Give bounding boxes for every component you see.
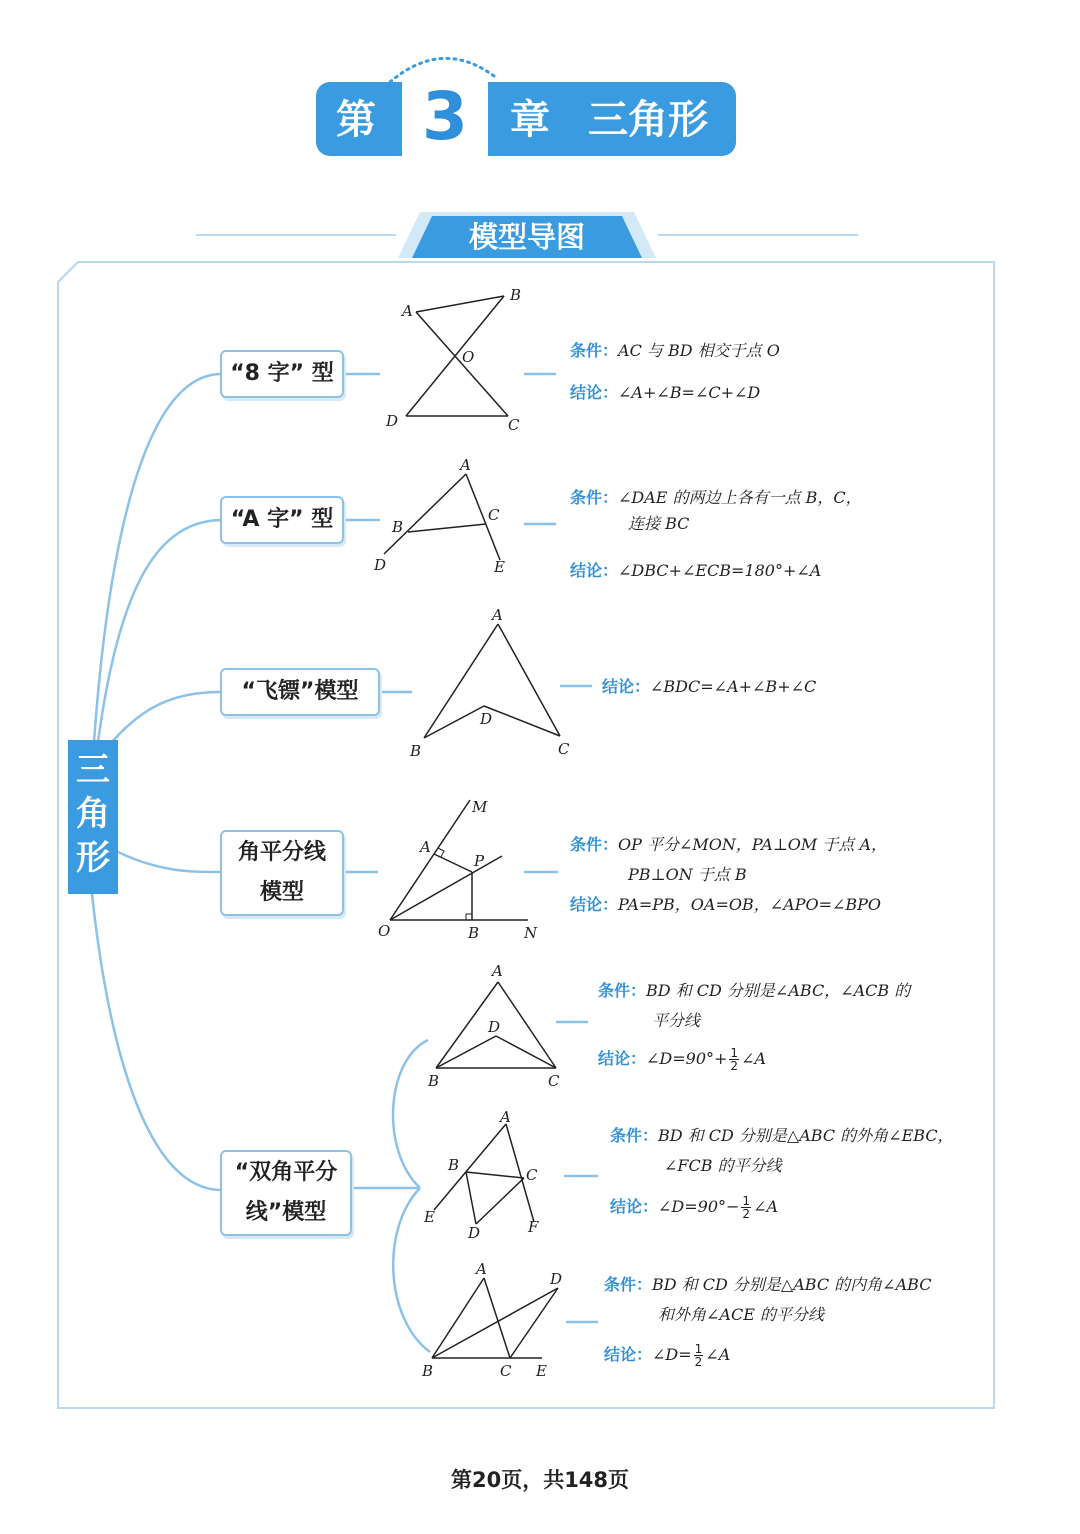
fraction-denominator: 2 <box>730 1059 739 1073</box>
point-label: B <box>422 1362 434 1380</box>
condition-text: BD 和 CD 分别是∠ABC，∠ACB 的 <box>646 981 911 1000</box>
node-figure-8-model <box>220 350 344 398</box>
conclusion-text: PA=PB，OA=OB，∠APO=∠BPO <box>618 895 882 914</box>
point-label: P <box>474 852 485 870</box>
point-label: D <box>550 1270 563 1288</box>
condition-text: BD 和 CD 分别是△ABC 的外角∠EBC， <box>658 1126 954 1145</box>
root-node-triangle <box>68 740 118 894</box>
conclusion-key: 结论： <box>610 1197 659 1216</box>
angle-bisector-diagram <box>372 796 552 944</box>
conclusion-letter-a <box>570 563 821 579</box>
point-label: A <box>460 456 471 474</box>
fraction-one-half <box>694 1343 704 1368</box>
fraction-one-half <box>741 1195 751 1220</box>
conclusion-text-prefix: ∠D= <box>652 1345 692 1364</box>
condition-key: 条件： <box>570 835 619 854</box>
point-label: B <box>448 1156 460 1174</box>
condition-key: 条件： <box>604 1275 653 1294</box>
point-label: C <box>508 416 520 434</box>
conclusion-dart <box>602 679 816 695</box>
point-label: C <box>500 1362 512 1380</box>
conclusion-double-bisector-1 <box>598 1046 766 1072</box>
point-label: E <box>424 1208 435 1226</box>
condition-double-bisector-2 <box>610 1128 954 1144</box>
condition-double-bisector-2-line-2: ∠FCB 的平分线 <box>664 1156 782 1175</box>
node-angle-bisector-model <box>220 830 344 916</box>
condition-angle-bisector-line-2: PB⊥ON 于点 B <box>628 865 747 884</box>
conclusion-double-bisector-2 <box>610 1194 778 1220</box>
point-label: F <box>528 1218 539 1236</box>
conclusion-text: ∠BDC=∠A+∠B+∠C <box>650 677 817 696</box>
double-bisector-diagram-2 <box>420 1106 560 1242</box>
root-char-1: 三 <box>76 750 110 790</box>
conclusion-figure-8 <box>570 385 760 401</box>
node-label: “飞镖”模型 <box>241 679 359 705</box>
condition-text: AC 与 BD 相交于点 O <box>618 341 780 360</box>
condition-text: BD 和 CD 分别是△ABC 的内角∠ABC <box>652 1275 932 1294</box>
root-char-3: 形 <box>76 838 110 878</box>
point-label: D <box>468 1224 481 1242</box>
letter-a-diagram <box>370 456 520 580</box>
fraction-denominator: 2 <box>694 1355 703 1369</box>
condition-key: 条件： <box>570 341 619 360</box>
conclusion-text-suffix: ∠A <box>741 1049 767 1068</box>
conclusion-key: 结论： <box>604 1345 653 1364</box>
chapter-number: 3 <box>422 78 468 155</box>
point-label: C <box>558 740 570 758</box>
condition-key: 条件： <box>570 488 619 507</box>
double-bisector-diagram-1 <box>422 960 572 1090</box>
point-label: E <box>536 1362 547 1380</box>
conclusion-key: 结论： <box>598 1049 647 1068</box>
conclusion-text: ∠DBC+∠ECB=180°+∠A <box>618 561 822 580</box>
point-label: D <box>374 556 387 574</box>
point-label: O <box>378 922 391 940</box>
point-label: B <box>410 742 422 760</box>
chapter-title: 三角形 <box>588 97 708 143</box>
conclusion-text-prefix: ∠D=90°+ <box>646 1049 728 1068</box>
point-label: E <box>494 558 505 576</box>
dart-diagram <box>402 602 582 762</box>
point-label: A <box>402 302 413 320</box>
point-label: A <box>492 606 503 624</box>
conclusion-key: 结论： <box>570 383 619 402</box>
fraction-numerator: 1 <box>694 1342 703 1356</box>
section-title: 模型导图 <box>468 220 585 254</box>
condition-double-bisector-3-line-2: 和外角∠ACE 的平分线 <box>658 1305 824 1324</box>
node-label-line-1: “双角平分 <box>234 1160 338 1186</box>
node-label: “8 字” 型 <box>230 361 334 387</box>
condition-double-bisector-1 <box>598 983 910 999</box>
point-label: N <box>524 924 538 942</box>
fraction-one-half <box>729 1047 739 1072</box>
condition-angle-bisector <box>570 837 887 853</box>
conclusion-text-prefix: ∠D=90°− <box>658 1197 740 1216</box>
chapter-suffix: 章 <box>510 97 550 143</box>
point-label: D <box>488 1018 501 1036</box>
point-label: B <box>510 286 522 304</box>
condition-key: 条件： <box>598 981 647 1000</box>
condition-double-bisector-1-line-2: 平分线 <box>652 1011 701 1030</box>
node-label-line-1: 角平分线 <box>237 840 326 866</box>
conclusion-key: 结论： <box>602 677 651 696</box>
condition-text: ∠DAE 的两边上各有一点 B，C， <box>618 488 862 507</box>
point-label: M <box>472 798 488 816</box>
conclusion-text: ∠A+∠B=∠C+∠D <box>618 383 761 402</box>
point-label: B <box>392 518 404 536</box>
point-label: C <box>548 1072 560 1090</box>
node-label-line-2: 模型 <box>259 880 304 905</box>
conclusion-angle-bisector <box>570 897 881 913</box>
point-label: O <box>462 348 475 366</box>
point-label: B <box>428 1072 440 1090</box>
fraction-numerator: 1 <box>742 1194 751 1208</box>
condition-letter-a <box>570 490 862 506</box>
fraction-numerator: 1 <box>730 1046 739 1060</box>
condition-key: 条件： <box>610 1126 659 1145</box>
chapter-prefix: 第 <box>336 97 376 143</box>
point-label: D <box>480 710 493 728</box>
condition-text: OP 平分∠MON，PA⊥OM 于点 A， <box>618 835 888 854</box>
node-letter-a-model <box>220 496 344 544</box>
point-label: B <box>468 924 480 942</box>
root-char-2: 角 <box>76 794 110 834</box>
point-label: D <box>386 412 399 430</box>
condition-letter-a-line-2: 连接 BC <box>628 514 690 533</box>
node-double-bisector-model <box>220 1150 352 1236</box>
conclusion-key: 结论： <box>570 895 619 914</box>
node-label-line-2: 线”模型 <box>245 1200 327 1225</box>
figure-8-diagram <box>376 284 536 434</box>
node-label: “A 字” 型 <box>230 507 334 533</box>
point-label: A <box>476 1262 487 1278</box>
point-label: C <box>526 1166 538 1184</box>
page-footer: 第20页，共148页 <box>450 1468 630 1492</box>
conclusion-double-bisector-3 <box>604 1342 730 1368</box>
fraction-denominator: 2 <box>742 1207 751 1221</box>
point-label: C <box>488 506 500 524</box>
double-bisector-diagram-3 <box>416 1262 576 1386</box>
node-dart-model <box>220 668 380 716</box>
conclusion-text-suffix: ∠A <box>705 1345 731 1364</box>
point-label: A <box>492 962 503 980</box>
condition-figure-8 <box>570 343 780 359</box>
conclusion-text-suffix: ∠A <box>753 1197 779 1216</box>
condition-double-bisector-3 <box>604 1277 931 1293</box>
point-label: A <box>500 1108 511 1126</box>
point-label: A <box>420 838 431 856</box>
conclusion-key: 结论： <box>570 561 619 580</box>
